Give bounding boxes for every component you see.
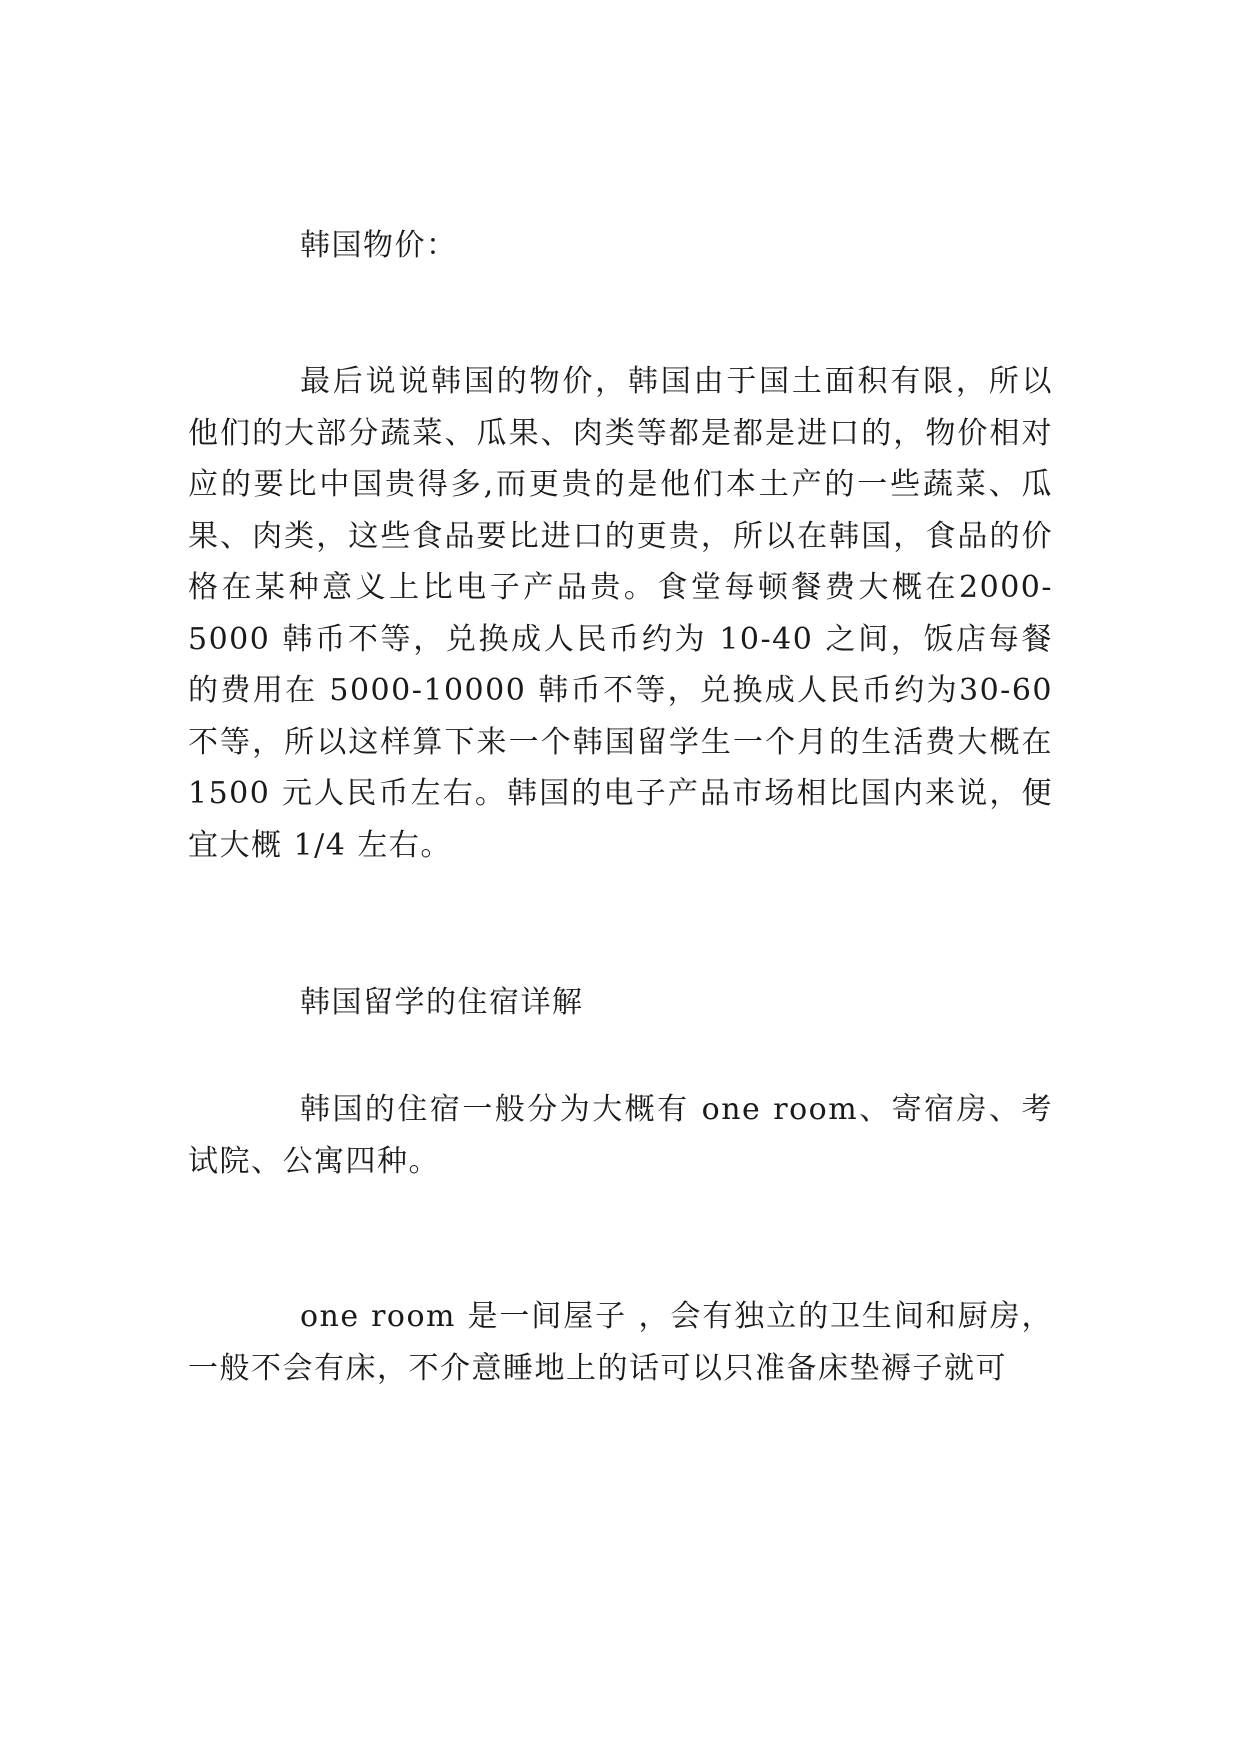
paragraph-one-room: one room 是一间屋子 ，会有独立的卫生间和厨房，一般不会有床，不介意睡地上的话可以只准备床垫褥子就可 [188,1299,1053,1386]
heading-korea-prices: 韩国物价： [300,228,458,263]
heading-housing-details: 韩国留学的住宿详解 [300,985,584,1020]
paragraph-korea-prices: 最后说说韩国的物价，韩国由于国土面积有限，所以他们的大部分蔬菜、瓜果、肉类等都是都是进口的，物价相对应的要比中国贵得多,而更贵的是他们本土产的一些蔬菜、瓜果、肉类，这些食品要比进口的更贵，所以在韩国，食品的价格在某种意义上比电子产品贵。食堂每顿餐费大概在2000-5000 韩币不等，兑换成人民币约为 10-40 之间，饭店每餐的费用在 5000-10000 韩币不等，兑换成人民币约为30-60 不等，所以这样算下来一个韩国留学生一个月的生活费大概在 1500 元人民币左右。韩国的电子产品市场相比国内来说，便宜大概 1/4 左右。 [188,364,1053,863]
paragraph-housing-types: 韩国的住宿一般分为大概有 one room、寄宿房、考试院、公寓四种。 [188,1092,1053,1179]
